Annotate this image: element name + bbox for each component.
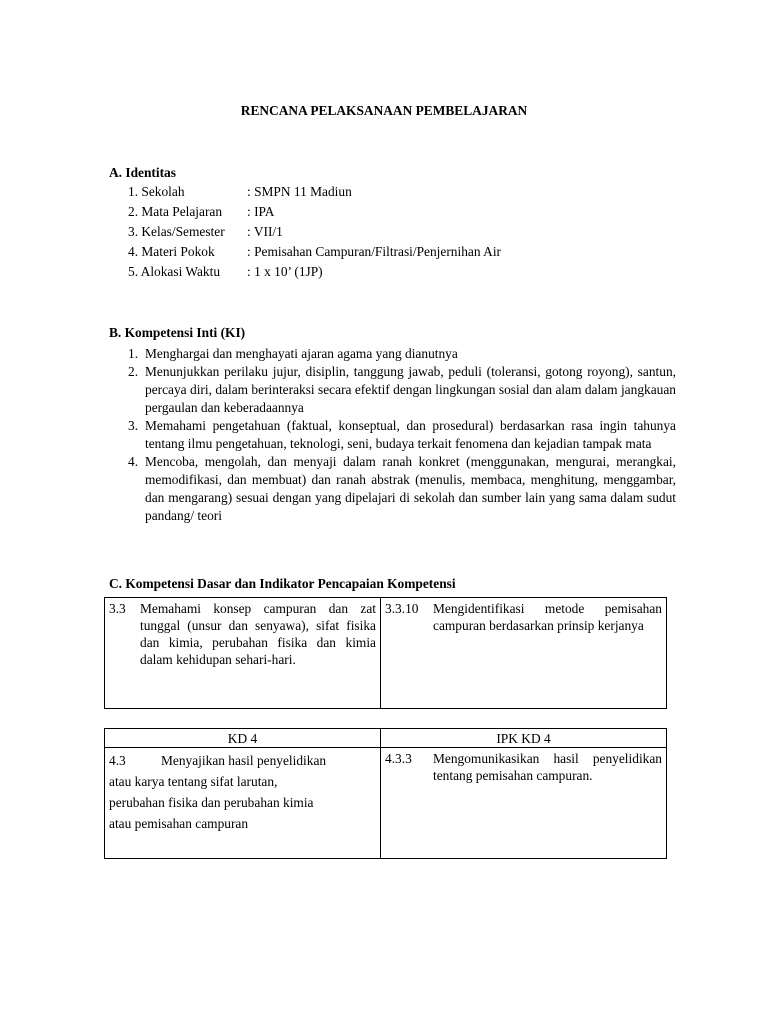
identity-row-subject xyxy=(128,204,274,220)
ipk3-text: Mengidentifikasi metode pemisahan campuran berdasarkan prinsip kerjanya xyxy=(433,601,662,633)
kd4-cell xyxy=(105,748,381,859)
ki-item xyxy=(128,363,676,417)
ipk4-text: Mengomunikasikan hasil penyelidikan tentang pemisahan campuran. xyxy=(433,751,662,783)
identity-label: 3. Kelas/Semester xyxy=(128,224,225,239)
kd4-line: atau pemisahan campuran xyxy=(109,816,249,831)
ki-number: 1. xyxy=(128,346,139,361)
identity-row-school xyxy=(128,184,352,200)
ipk4-header: IPK KD 4 xyxy=(381,729,667,748)
identity-label: 5. Alokasi Waktu xyxy=(128,264,221,279)
kd4-number: 4.3 xyxy=(109,753,126,768)
kd3-cell xyxy=(105,598,381,709)
kd4-header: KD 4 xyxy=(105,729,381,748)
identity-row-class xyxy=(128,224,283,240)
document-title: RENCANA PELAKSANAAN PEMBELAJARAN xyxy=(240,103,528,118)
ki-text: Memahami pengetahuan (faktual, konseptual, dan prosedural) berdasarkan rasa ingin tahunya tentang ilmu pengetahuan, teknologi, seni, budaya terkait fenomena dan kejadian tampak mata xyxy=(145,418,676,451)
kd3-number: 3.3 xyxy=(109,601,126,616)
kd3-text: Memahami konsep campuran dan zat tunggal (unsur dan senyawa), sifat fisika dan kimia, perubahan fisika dan kimia dalam kehidupan sehari-hari. xyxy=(140,601,376,667)
ipk3-cell xyxy=(381,598,667,709)
ipk3-number: 3.3.10 xyxy=(385,601,419,616)
kd4-line: atau karya tentang sifat larutan, xyxy=(109,774,278,789)
ki-item xyxy=(128,453,676,525)
kd4-table xyxy=(104,728,667,859)
ki-number: 2. xyxy=(128,364,139,379)
identity-value: : IPA xyxy=(247,204,275,219)
kd4-line: Menyajikan hasil penyelidikan xyxy=(161,753,327,768)
kd3-table xyxy=(104,597,667,709)
identity-label: 2. Mata Pelajaran xyxy=(128,204,223,219)
identity-value: : SMPN 11 Madiun xyxy=(247,184,352,199)
identity-value: : VII/1 xyxy=(247,224,283,239)
ki-list xyxy=(128,345,676,525)
ki-number: 3. xyxy=(128,418,139,433)
identity-row-time xyxy=(128,264,323,280)
section-b-heading: B. Kompetensi Inti (KI) xyxy=(109,325,246,340)
ki-item xyxy=(128,345,676,363)
section-a-heading: A. Identitas xyxy=(109,165,176,180)
ki-text: Menunjukkan perilaku jujur, disiplin, tanggung jawab, peduli (toleransi, gotong royong), santun, percaya diri, dalam berinteraksi secara efektif dengan lingkungan sosial dan alam dalam jangkauan pergaulan dan keberadaannya xyxy=(145,364,676,415)
identity-label: 1. Sekolah xyxy=(128,184,185,199)
identity-value: : 1 x 10’ (1JP) xyxy=(247,264,323,279)
ki-item xyxy=(128,417,676,453)
ipk4-cell xyxy=(381,748,667,859)
identity-label: 4. Materi Pokok xyxy=(128,244,215,259)
kd4-line: perubahan fisika dan perubahan kimia xyxy=(109,795,314,810)
ki-text: Menghargai dan menghayati ajaran agama yang dianutnya xyxy=(145,346,458,361)
identity-value: : Pemisahan Campuran/Filtrasi/Penjernihan Air xyxy=(247,244,502,259)
section-c-heading: C. Kompetensi Dasar dan Indikator Pencapaian Kompetensi xyxy=(109,576,456,591)
ki-number: 4. xyxy=(128,454,139,469)
ipk4-number: 4.3.3 xyxy=(385,751,412,766)
ki-text: Mencoba, mengolah, dan menyaji dalam ranah konkret (menggunakan, mengurai, merangkai, memodifikasi, dan membuat) dan ranah abstrak (menulis, membaca, menghitung, menggambar, dan mengarang) sesuai dengan yang dipelajari di sekolah dan sumber lain yang sama dalam sudut pandang/ teori xyxy=(145,454,676,523)
identity-row-topic xyxy=(128,244,501,260)
